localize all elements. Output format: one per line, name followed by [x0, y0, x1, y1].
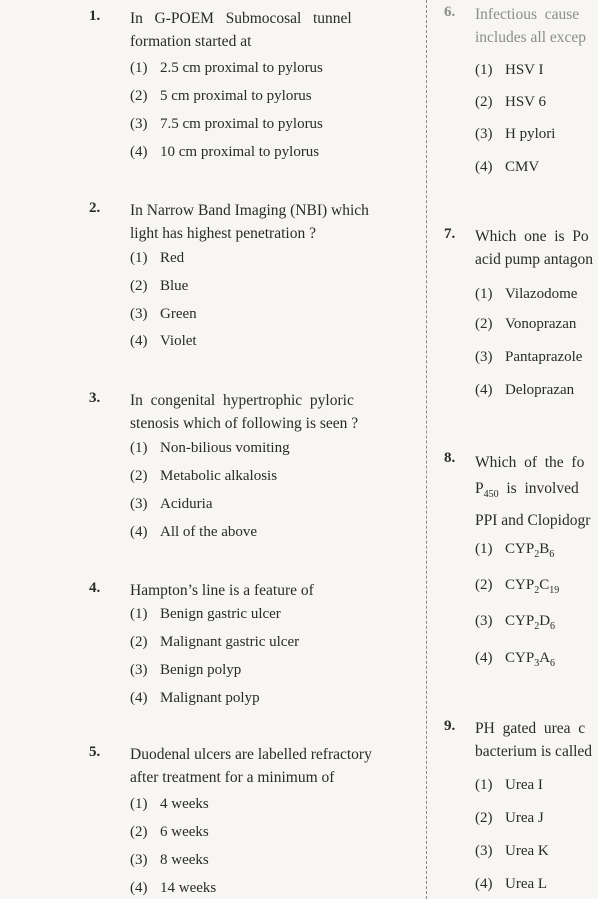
- option-item: [130, 278, 188, 295]
- option-item: [130, 690, 260, 707]
- option-text: Deloprazan: [505, 382, 575, 398]
- option-number: (2): [475, 316, 493, 332]
- option-item: [130, 144, 319, 161]
- stem-line: $P_{450}$ is involved: [475, 480, 579, 501]
- option-item: [475, 876, 547, 893]
- option-number: (1): [475, 62, 493, 78]
- stem-line: PPI and Clopidogr: [475, 512, 591, 530]
- option-item: [475, 316, 576, 333]
- option-text: Urea I: [505, 777, 543, 793]
- option-number: (4): [475, 159, 493, 175]
- option-text: Violet: [160, 333, 197, 349]
- option-number: (1): [130, 796, 148, 812]
- option-text: 2.5 cm proximal to pylorus: [160, 60, 323, 76]
- option-text: Urea L: [505, 876, 548, 892]
- option-number: (4): [130, 333, 148, 349]
- option-item: [130, 468, 277, 485]
- option-number: (2): [130, 88, 148, 104]
- option-text: Malignant polyp: [160, 690, 260, 706]
- option-item: [475, 286, 577, 303]
- stem-line: bacterium is called: [475, 742, 593, 760]
- question-stem: [475, 450, 590, 534]
- question-number: 3.: [89, 390, 101, 406]
- option-text: Green: [160, 306, 197, 322]
- stem-line: In congenital hypertrophic pyloric: [130, 392, 354, 409]
- option-item: [475, 577, 559, 596]
- option-number: (4): [130, 524, 148, 540]
- option-text: Benign polyp: [160, 662, 242, 678]
- option-number: (1): [475, 777, 493, 793]
- option-text: 4 weeks: [160, 796, 209, 812]
- option-number: (1): [475, 286, 493, 302]
- option-text: Blue: [160, 278, 189, 294]
- option-text: 8 weeks: [160, 852, 209, 868]
- option-item: [130, 496, 212, 513]
- option-number: (2): [475, 810, 493, 826]
- option-number: (1): [130, 250, 148, 266]
- question-stem: [475, 718, 592, 763]
- option-text: 6 weeks: [160, 824, 209, 840]
- option-item: [130, 880, 216, 897]
- option-number: (3): [130, 662, 148, 678]
- stem-line: In Narrow Band Imaging (NBI) which: [130, 202, 369, 219]
- option-number: (4): [475, 382, 493, 398]
- option-number: (4): [130, 144, 148, 160]
- stem-line: Infectious cause: [475, 6, 580, 23]
- option-text: $CYP_2C_{19}$: [505, 577, 560, 596]
- option-item: [475, 62, 543, 79]
- option-text: Urea J: [505, 810, 544, 826]
- option-number: (2): [130, 468, 148, 484]
- subscript: 6: [550, 658, 556, 669]
- stem-line: includes all excep: [475, 28, 587, 46]
- question-stem: [475, 4, 586, 49]
- stem-line: Which of the fo: [475, 454, 585, 471]
- subscript: 2: [534, 585, 540, 596]
- question-stem: [130, 580, 405, 603]
- subscript: 450: [483, 489, 499, 501]
- option-number: (2): [130, 824, 148, 840]
- option-item: [130, 116, 323, 133]
- question-stem: [130, 744, 415, 789]
- option-number: (2): [475, 577, 493, 593]
- option-number: (3): [475, 126, 493, 142]
- option-number: (3): [475, 843, 493, 859]
- option-text: HSV I: [505, 62, 544, 78]
- option-text: Benign gastric ulcer: [160, 606, 281, 622]
- question-number: 2.: [89, 200, 101, 216]
- subscript: 2: [534, 621, 540, 632]
- option-text: Metabolic alkalosis: [160, 468, 278, 484]
- subscript: 2: [534, 549, 540, 560]
- question-number: 6.: [444, 4, 456, 20]
- option-item: [475, 126, 555, 143]
- option-number: (4): [130, 880, 148, 896]
- stem-line: after treatment for a minimum of: [130, 768, 335, 786]
- subscript: 3: [534, 658, 540, 669]
- option-text: $CYP_2D_6$: [505, 613, 556, 632]
- option-number: (3): [475, 613, 493, 629]
- question-number: 9.: [444, 718, 456, 734]
- option-item: [475, 159, 539, 176]
- option-number: (2): [475, 94, 493, 110]
- option-item: [475, 541, 554, 560]
- option-text: 5 cm proximal to pylorus: [160, 88, 312, 104]
- option-number: (3): [130, 116, 148, 132]
- option-item: [130, 333, 197, 350]
- option-item: [130, 824, 209, 841]
- option-text: 14 weeks: [160, 880, 217, 896]
- option-text: $CYP_2B_6$: [505, 541, 555, 560]
- option-item: [130, 662, 241, 679]
- option-item: [475, 349, 582, 366]
- question-stem: [475, 226, 593, 271]
- option-item: [475, 843, 549, 860]
- option-item: [475, 650, 555, 669]
- option-text: Vilazodome: [505, 286, 578, 302]
- option-text: 7.5 cm proximal to pylorus: [160, 116, 323, 132]
- option-text: 10 cm proximal to pylorus: [160, 144, 320, 160]
- option-number: (3): [475, 349, 493, 365]
- option-number: (4): [475, 650, 493, 666]
- question-number: 1.: [89, 8, 101, 24]
- option-text: $CYP_3A_6$: [505, 650, 556, 669]
- subscript: 6: [549, 549, 555, 560]
- stem-line: PH gated urea c: [475, 720, 586, 737]
- option-text: Vonoprazan: [505, 316, 577, 332]
- stem-line: stenosis which of following is seen ?: [130, 414, 359, 432]
- option-item: [130, 634, 299, 651]
- option-item: [475, 810, 544, 827]
- option-text: CMV: [505, 159, 540, 175]
- subscript: 6: [550, 621, 556, 632]
- option-text: All of the above: [160, 524, 258, 540]
- option-number: (4): [130, 690, 148, 706]
- option-number: (1): [130, 60, 148, 76]
- question-number: 4.: [89, 580, 101, 596]
- option-item: [130, 606, 281, 623]
- option-text: Non-bilious vomiting: [160, 440, 290, 456]
- option-text: Red: [160, 250, 185, 266]
- option-item: [475, 613, 555, 632]
- stem-line: In G-POEM Submocosal tunnel: [130, 10, 352, 27]
- stem-line: light has highest penetration ?: [130, 224, 316, 242]
- subscript: 19: [549, 585, 560, 596]
- option-text: Aciduria: [160, 496, 213, 512]
- stem-line: Which one is Po: [475, 228, 589, 245]
- option-item: [130, 60, 323, 77]
- question-stem: [130, 390, 405, 435]
- option-number: (3): [130, 306, 148, 322]
- question-number: 7.: [444, 226, 456, 242]
- option-item: [130, 852, 209, 869]
- option-number: (3): [130, 496, 148, 512]
- question-number: 5.: [89, 744, 101, 760]
- question-stem: [130, 8, 405, 53]
- option-number: (3): [130, 852, 148, 868]
- column-divider: [426, 0, 427, 899]
- stem-line: Duodenal ulcers are labelled refractory: [130, 746, 372, 763]
- option-item: [130, 524, 257, 541]
- option-item: [130, 796, 209, 813]
- option-number: (1): [130, 440, 148, 456]
- option-item: [130, 88, 312, 105]
- option-text: HSV 6: [505, 94, 546, 110]
- option-item: [475, 94, 546, 111]
- question-stem: [130, 200, 405, 245]
- stem-line: acid pump antagon: [475, 250, 593, 268]
- question-number: 8.: [444, 450, 456, 466]
- option-text: Malignant gastric ulcer: [160, 634, 300, 650]
- option-number: (4): [475, 876, 493, 892]
- option-item: [130, 440, 290, 457]
- option-number: (2): [130, 278, 148, 294]
- stem-line: Hampton’s line is a feature of: [130, 582, 314, 599]
- option-number: (2): [130, 634, 148, 650]
- option-item: [475, 777, 543, 794]
- option-text: H pylori: [505, 126, 556, 142]
- option-item: [475, 382, 574, 399]
- option-number: (1): [130, 606, 148, 622]
- option-text: Urea K: [505, 843, 549, 859]
- option-item: [130, 306, 197, 323]
- option-text: Pantaprazole: [505, 349, 583, 365]
- option-number: (1): [475, 541, 493, 557]
- option-item: [130, 250, 184, 267]
- stem-line: formation started at: [130, 32, 252, 50]
